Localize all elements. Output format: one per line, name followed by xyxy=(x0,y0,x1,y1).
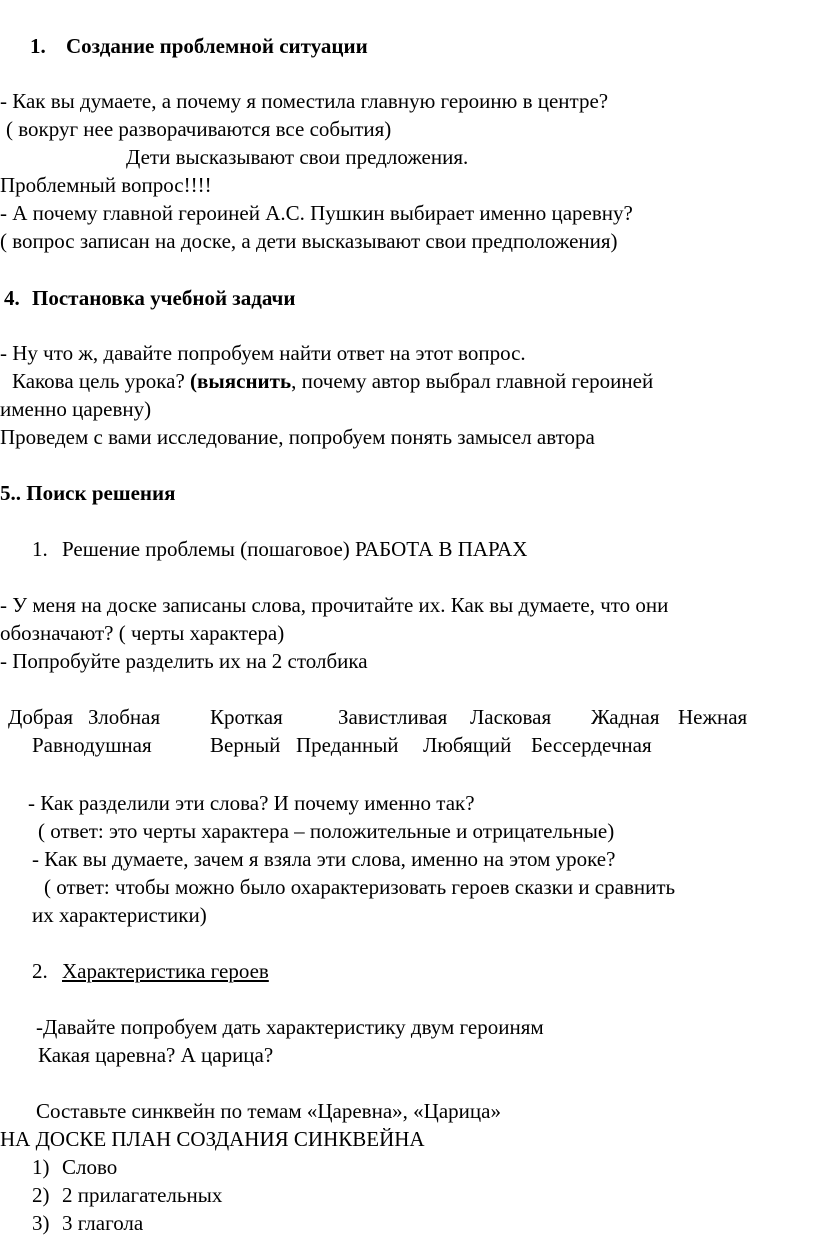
word: Завистливая xyxy=(338,705,448,729)
paragraph-line: Какая царевна? А царица? xyxy=(38,1043,274,1067)
question-line: - Как разделили эти слова? И почему именно так? xyxy=(28,791,475,815)
item-1-text: Решение проблемы (пошаговое) РАБОТА В ПАРАХ xyxy=(62,537,528,561)
word-list-row-1 xyxy=(0,704,816,732)
plan-item-text: 3 глагола xyxy=(62,1211,144,1235)
word-list-row-2 xyxy=(0,732,816,760)
plan-item-number: 3) xyxy=(32,1211,50,1235)
question-line: - Как вы думаете, зачем я взяла эти слова, именно на этом уроке? xyxy=(32,847,616,871)
plan-item-text: Слово xyxy=(62,1155,118,1179)
item-2-text: Характеристика героев xyxy=(62,959,269,983)
section-5-heading: 5.. Поиск решения xyxy=(0,481,176,505)
note-line: Дети высказывают свои предложения. xyxy=(126,145,469,169)
plan-item-number: 2) xyxy=(32,1183,50,1207)
paragraph-line: Проведем с вами исследование, попробуем понять замысел автора xyxy=(0,425,595,449)
paragraph-line: -Давайте попробуем дать характеристику двум героиням xyxy=(36,1015,544,1039)
answer-line: ( ответ: чтобы можно было охарактеризовать героев сказки и сравнить xyxy=(44,875,676,899)
item-2-number: 2. xyxy=(32,959,48,983)
paragraph-line: - Попробуйте разделить их на 2 столбика xyxy=(0,649,368,673)
section-1-heading: Создание проблемной ситуации xyxy=(66,34,368,58)
paragraph-line: обозначают? ( черты характера) xyxy=(0,621,285,645)
section-4-number: 4. xyxy=(4,286,20,310)
word: Нежная xyxy=(678,705,748,729)
goal-line xyxy=(12,368,653,394)
section-1-number: 1. xyxy=(30,34,46,58)
plan-item-number: 1) xyxy=(32,1155,50,1179)
word: Равнодушная xyxy=(32,733,152,757)
section-4-heading: Постановка учебной задачи xyxy=(32,286,296,310)
plan-item-text: 2 прилагательных xyxy=(62,1183,223,1207)
word: Верный xyxy=(210,733,281,757)
word: Ласковая xyxy=(470,705,552,729)
board-plan-heading: НА ДОСКЕ ПЛАН СОЗДАНИЯ СИНКВЕЙНА xyxy=(0,1127,425,1151)
word: Любящий xyxy=(423,733,512,757)
paragraph-line: Составьте синквейн по темам «Царевна», «Царица» xyxy=(36,1099,501,1123)
answer-line: ( вокруг нее разворачиваются все события) xyxy=(6,117,392,141)
word: Кроткая xyxy=(210,705,283,729)
note-line: ( вопрос записан на доске, а дети высказывают свои предположения) xyxy=(0,229,618,253)
word: Бессердечная xyxy=(531,733,652,757)
answer-line: ( ответ: это черты характера – положительные и отрицательные) xyxy=(38,819,615,843)
answer-line: их характеристики) xyxy=(32,903,207,927)
word: Жадная xyxy=(591,705,660,729)
word: Злобная xyxy=(88,705,161,729)
problem-question: - А почему главной героиней А.С. Пушкин выбирает именно царевну? xyxy=(0,201,633,225)
paragraph-line: именно царевну) xyxy=(0,397,152,421)
goal-rest: , почему автор выбрал главной героиней xyxy=(291,369,654,393)
word: Добрая xyxy=(8,705,73,729)
word: Преданный xyxy=(296,733,399,757)
goal-question: Какова цель урока? xyxy=(12,369,191,393)
paragraph-line: - Ну что ж, давайте попробуем найти ответ на этот вопрос. xyxy=(0,341,526,365)
goal-keyword: (выяснить xyxy=(190,369,292,393)
question-line: - Как вы думаете, а почему я поместила главную героиню в центре? xyxy=(0,89,609,113)
paragraph-line: - У меня на доске записаны слова, прочитайте их. Как вы думаете, что они xyxy=(0,593,669,617)
problem-question-label: Проблемный вопрос!!!! xyxy=(0,173,212,197)
item-1-number: 1. xyxy=(32,537,48,561)
